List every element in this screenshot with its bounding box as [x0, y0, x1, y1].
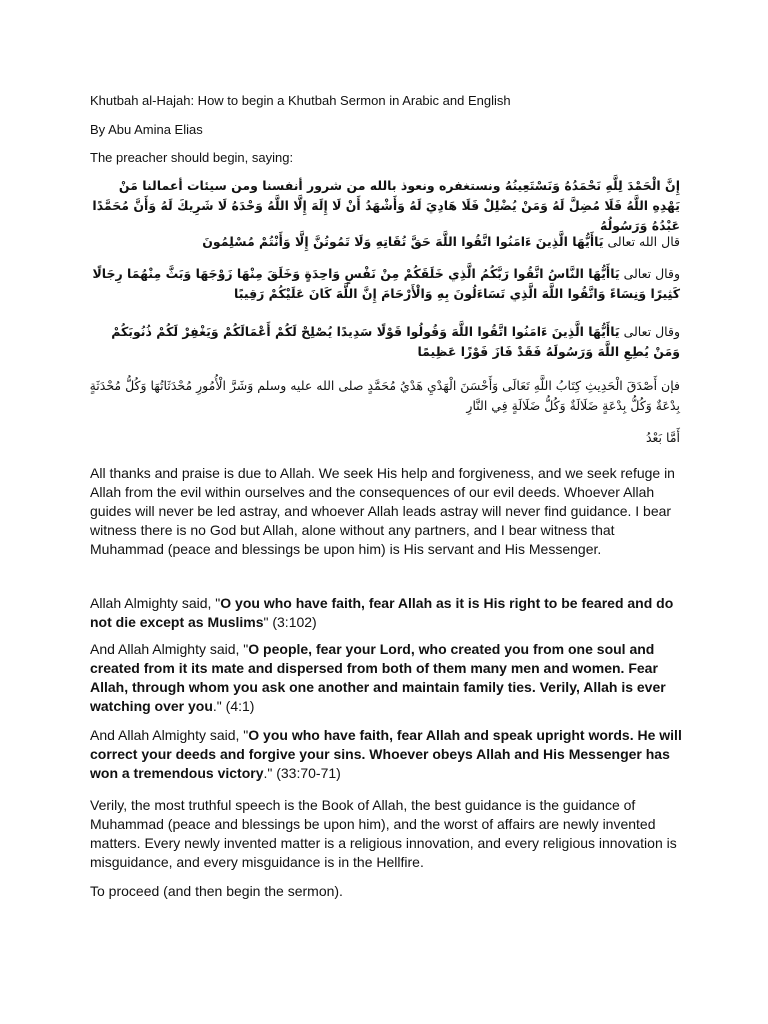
english-verse-4-1 — [90, 640, 690, 716]
arabic-verse-33-70 — [88, 322, 680, 362]
arabic-verse-3-102 — [88, 232, 680, 252]
arabic-praise-text: إِنَّ الْحَمْدَ لِلَّهِ نَحْمَدُهُ وَنَسْتَعِينُهُ ونستغفره ونعوذ بالله من شرور أنفسنا ومن سيئات أعمالنا مَنْ يَهْدِهِ اللَّهُ فَلَا مُضِلَّ لَهُ وَمَنْ يُضْلِلْ فَلَا هَادِيَ لَهُ وَأَشْهَدُ أَنْ لَا إِلَهَ إِلَّا اللَّهُ وَحْدَهُ لَا شَرِيكَ لَهُ وَأَنَّ مُحَمَّدًا عَبْدُهُ وَرَسُولُهُ — [92, 178, 680, 233]
arabic-verse-intro: قال الله تعالى — [607, 234, 680, 249]
verse-lead-in: Allah Almighty said, " — [90, 595, 221, 611]
arabic-verse-text: يَاأَيُّهَا النَّاسُ اتَّقُوا رَبَّكُمُ الَّذِي خَلَقَكُمْ مِنْ نَفْسٍ وَاحِدَةٍ وَخَلَقَ مِنْهَا زَوْجَهَا وَبَثَّ مِنْهُمَا رِجَالًا كَثِيرًا وَنِسَاءً وَاتَّقُوا اللَّهَ الَّذِي تَسَاءَلُونَ بِهِ وَالْأَرْحَامَ إِنَّ اللَّهَ كَانَ عَلَيْكُمْ رَقِيبًا — [92, 266, 680, 301]
arabic-amma-badu — [88, 428, 680, 448]
verse-quote: O you who have faith, fear Allah as it is His right to be feared and do not die except as Muslims — [90, 595, 674, 630]
verse-reference: " (3:102) — [263, 614, 317, 630]
arabic-opening-praise — [88, 176, 680, 236]
english-verse-3-102 — [90, 594, 690, 632]
verse-lead-in: And Allah Almighty said, " — [90, 727, 249, 743]
arabic-verse-text: يَاأَيُّهَا الَّذِينَ ءَامَنُوا اتَّقُوا اللَّهَ وَقُولُوا قَوْلًا سَدِيدًا يُصْلِحْ لَكُمْ أَعْمَالَكُمْ وَيَغْفِرْ لَكُمْ ذُنُوبَكُمْ وَمَنْ يُطِعِ اللَّهَ وَرَسُولَهُ فَقَدْ فَازَ فَوْزًا عَظِيمًا — [111, 324, 680, 359]
author-line: By Abu Amina Elias — [90, 122, 203, 137]
verse-lead-in: And Allah Almighty said, " — [90, 641, 249, 657]
verse-reference: ." (4:1) — [212, 698, 255, 714]
verse-quote: O you who have faith, fear Allah and speak upright words. He will correct your deeds and forgive your sins. Whoever obeys Allah and His Messenger has won a tremendous victory — [90, 727, 682, 781]
english-verse-33-70 — [90, 726, 690, 783]
verse-reference: ." (33:70-71) — [263, 765, 341, 781]
arabic-verse-text: يَاأَيُّهَا الَّذِينَ ءَامَنُوا اتَّقُوا اللَّهَ حَقَّ تُقَاتِهِ وَلَا تَمُوتُنَّ إِلَّا وَأَنْتُمْ مُسْلِمُونَ — [202, 234, 604, 249]
arabic-verse-intro: وقال تعالى — [623, 324, 680, 339]
arabic-closing-passage — [88, 376, 680, 416]
verse-quote: O people, fear your Lord, who created you from one soul and created from it its mate and dispersed from both of them many men and women. Fear Allah, through whom you ask one another and maintain family ties. Verily, Allah is ever watching over you — [90, 641, 666, 714]
arabic-verse-4-1 — [88, 264, 680, 304]
english-opening-praise: All thanks and praise is due to Allah. We seek His help and forgiveness, and we seek refuge in Allah from the evil within ourselves and the consequences of our evil deeds. Whoever Allah guides will never be led astray, and whoever Allah leads astray will never find guidance. I bear witness there is no God but Allah, alone without any partners, and I bear witness that Muhammad (peace and blessings be upon him) is His servant and His Messenger. — [90, 465, 675, 557]
arabic-verse-intro: وقال تعالى — [623, 266, 680, 281]
document-title: Khutbah al-Hajah: How to begin a Khutbah Sermon in Arabic and English — [90, 93, 511, 108]
english-to-proceed: To proceed (and then begin the sermon). — [90, 883, 343, 899]
english-closing-passage: Verily, the most truthful speech is the Book of Allah, the best guidance is the guidance of Muhammad (peace and blessings be upon him), and the worst of affairs are newly invented matters. Every newly invented matter is a religious innovation, and every religious innovation is misguidance, and every misguidance is in the Hellfire. — [90, 797, 677, 870]
arabic-amma-badu-text: أَمَّا بَعْدُ — [645, 430, 680, 445]
arabic-closing-text: فإن أَصْدَقَ الْحَدِيثِ كِتَابُ اللَّهِ تَعَالَى وَأَحْسَنَ الْهَدْيِ هَدْيُ مُحَمَّدٍ صلى الله عليه وسلم وَشَرَّ الْأُمُورِ مُحْدَثَاتُهَا وَكُلُّ مُحْدَثَةٍ بِدْعَةٌ وَكُلُّ بِدْعَةٍ ضَلَالَةٌ وَكُلُّ ضَلَالَةٍ فِي النَّارِ — [89, 378, 680, 413]
intro-line: The preacher should begin, saying: — [90, 150, 294, 165]
